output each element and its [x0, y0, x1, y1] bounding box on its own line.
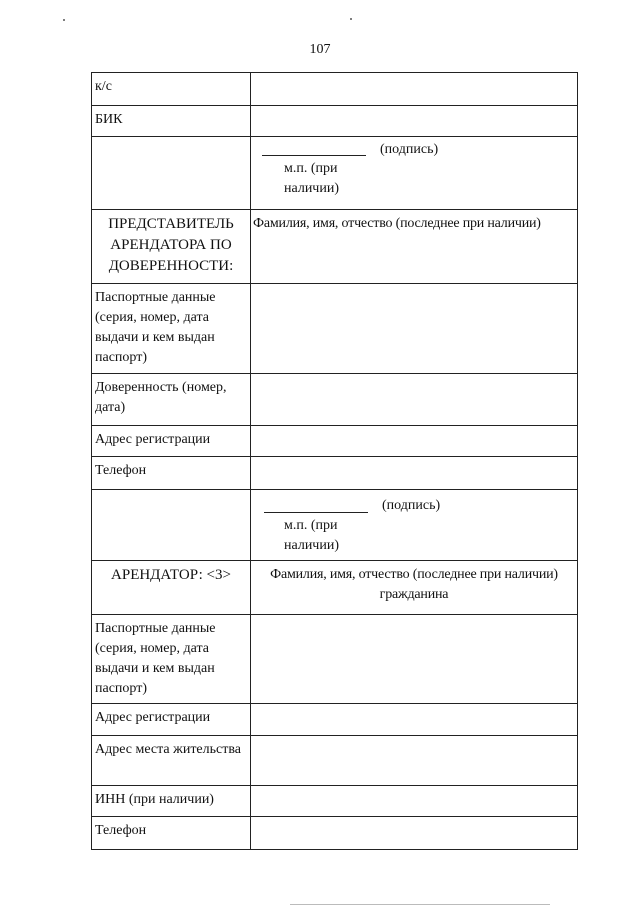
label-reg-address-1: Адрес регистрации	[92, 426, 251, 457]
label-reg-address-2: Адрес регистрации	[92, 704, 251, 736]
value-reg-address-2[interactable]	[251, 704, 578, 736]
row-bik	[92, 106, 578, 137]
row-passport-2	[92, 615, 578, 704]
empty-cell	[92, 490, 251, 561]
label-phone-1: Телефон	[92, 457, 251, 490]
value-reg-address-1[interactable]	[251, 426, 578, 457]
signature-line	[264, 512, 368, 513]
signature-block-1[interactable]	[251, 137, 578, 210]
representative-fio-label: Фамилия, имя, отчество (последнее при наличии)	[251, 210, 578, 284]
signature-block-2[interactable]	[251, 490, 578, 561]
form-table	[91, 72, 578, 850]
page-number: 107	[309, 42, 331, 57]
scan-speck	[63, 19, 65, 21]
value-passport-1[interactable]	[251, 284, 578, 374]
value-phone-2[interactable]	[251, 817, 578, 850]
label-phone-2: Телефон	[92, 817, 251, 850]
value-ks[interactable]	[251, 73, 578, 106]
signature-label: (подпись)	[382, 498, 441, 513]
row-signature-1	[92, 137, 578, 210]
row-residence-address	[92, 736, 578, 786]
value-power-of-attorney[interactable]	[251, 374, 578, 426]
label-ks: к/с	[92, 73, 251, 106]
value-inn[interactable]	[251, 786, 578, 817]
scan-speck	[350, 18, 352, 20]
value-bik[interactable]	[251, 106, 578, 137]
signature-label: (подпись)	[380, 142, 439, 157]
representative-heading: ПРЕДСТАВИТЕЛЬ АРЕНДАТОРА ПО ДОВЕРЕННОСТИ:	[92, 210, 251, 284]
label-power-of-attorney: Доверенность (номер, дата)	[92, 374, 251, 426]
row-reg-address-2	[92, 704, 578, 736]
signature-line	[262, 155, 366, 156]
value-passport-2[interactable]	[251, 615, 578, 704]
row-reg-address-1	[92, 426, 578, 457]
value-residence-address[interactable]	[251, 736, 578, 786]
stamp-note: м.п. (при наличии)	[284, 518, 339, 553]
tenant-heading: АРЕНДАТОР: <3>	[92, 561, 251, 615]
label-bik: БИК	[92, 106, 251, 137]
row-power-of-attorney	[92, 374, 578, 426]
row-tenant	[92, 561, 578, 615]
label-passport-1: Паспортные данные (серия, номер, дата выдачи и кем выдан паспорт)	[92, 284, 251, 374]
row-representative	[92, 210, 578, 284]
row-passport-1	[92, 284, 578, 374]
row-phone-2	[92, 817, 578, 850]
row-phone-1	[92, 457, 578, 490]
row-inn	[92, 786, 578, 817]
label-inn: ИНН (при наличии)	[92, 786, 251, 817]
label-residence-address: Адрес места жительства	[92, 736, 251, 786]
tenant-fio-label: Фамилия, имя, отчество (последнее при наличии) гражданина	[251, 561, 578, 615]
row-ks	[92, 73, 578, 106]
label-passport-2: Паспортные данные (серия, номер, дата выдачи и кем выдан паспорт)	[92, 615, 251, 704]
value-phone-1[interactable]	[251, 457, 578, 490]
row-signature-2	[92, 490, 578, 561]
empty-cell	[92, 137, 251, 210]
stamp-note: м.п. (при наличии)	[284, 161, 339, 196]
